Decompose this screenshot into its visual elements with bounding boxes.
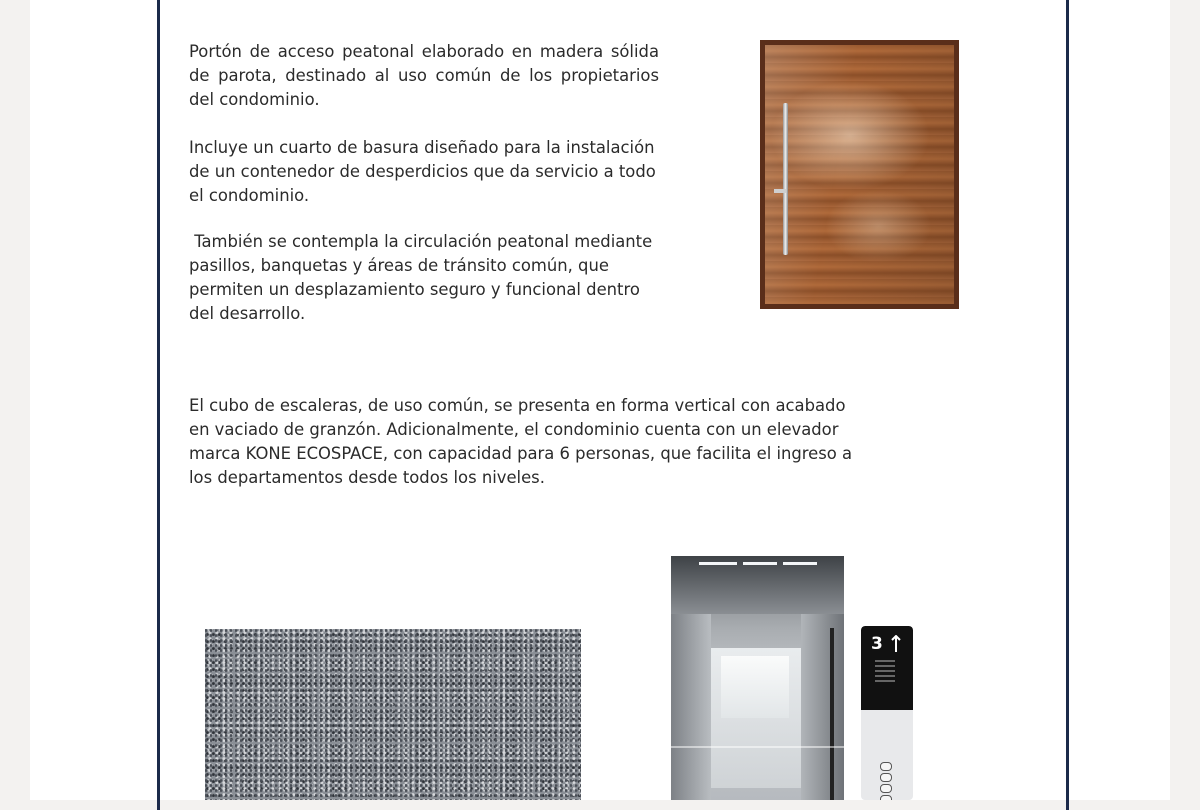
paragraph-stairs-elevator: El cubo de escaleras, de uso común, se presenta en forma vertical con acabado en vaciado de granzón. Adicionalmente, el condominio cuenta con un elevador marca KONE ECOSPACE, con capacidad para 6 personas, que facilita el ingreso a los departamentos desde todos los niveles. — [189, 396, 853, 487]
panel-button — [880, 762, 892, 771]
floor-number: 3 — [871, 634, 883, 654]
granzon-texture-image — [205, 629, 581, 800]
elevator-door-opening — [721, 656, 789, 718]
paragraph-trash-room: Incluye un cuarto de basura diseñado para la instalación de un contenedor de desperdicios que da servicio a todo el condominio. — [189, 138, 656, 205]
ceiling-light — [783, 562, 817, 565]
ceiling-light — [743, 562, 777, 565]
panel-button — [880, 784, 892, 793]
panel-button — [880, 795, 892, 800]
door-handle-mount — [774, 189, 786, 193]
floor-display — [861, 626, 913, 710]
elevator-panel-seam — [671, 746, 844, 748]
up-arrow-icon — [891, 635, 901, 653]
elevator-right-wall — [801, 614, 844, 800]
ceiling-light — [699, 562, 737, 565]
wooden-door-image — [760, 40, 959, 309]
panel-button — [880, 773, 892, 782]
paragraph-door-description: Portón de acceso peatonal elaborado en madera sólida de parota, destinado al uso común de los propietarios del condominio. — [189, 42, 659, 109]
elevator-left-wall — [671, 614, 711, 800]
elevator-handrail — [830, 628, 834, 800]
left-gutter — [0, 0, 30, 800]
door-wood-panel — [765, 45, 954, 304]
display-info-lines — [875, 660, 895, 684]
right-gutter — [1170, 0, 1200, 800]
elevator-call-panel-image — [861, 626, 913, 800]
panel-button-column — [880, 762, 892, 800]
elevator-ceiling — [671, 556, 844, 614]
paragraph-pedestrian-circulation: También se contempla la circulación peatonal mediante pasillos, banquetas y áreas de tránsito común, que permiten un desplazamiento seguro y funcional dentro del desarrollo. — [189, 232, 658, 323]
door-handle — [783, 103, 788, 255]
elevator-cabin-image — [671, 556, 844, 800]
